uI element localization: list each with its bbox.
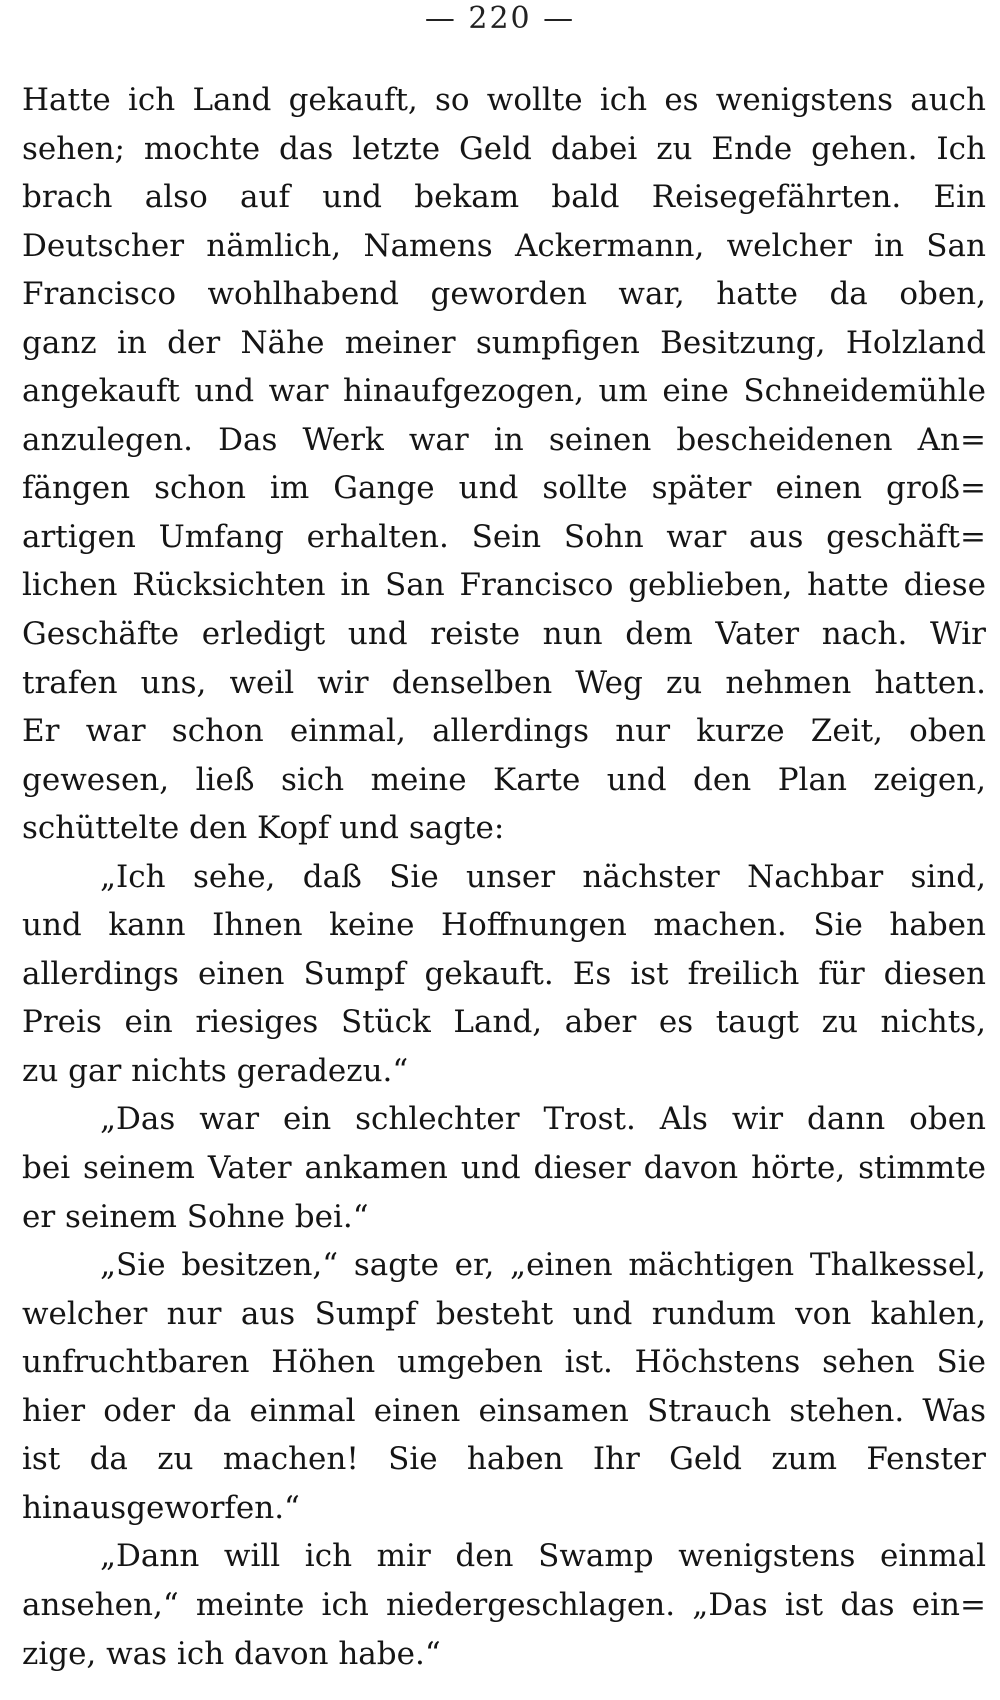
text-line: hier oder da einmal einen einsamen Strauch stehen. Was <box>22 1392 986 1429</box>
text-line: Deutscher nämlich, Namens Ackermann, welcher in San <box>22 227 986 264</box>
text-line: ist da zu machen! Sie haben Ihr Geld zum Fenster <box>22 1441 986 1478</box>
text-line: sehen; mochte das letzte Geld dabei zu Ende gehen. Ich <box>22 130 986 167</box>
text-line: welcher nur aus Sumpf besteht und rundum von kahlen, <box>22 1295 986 1332</box>
text-line: anzulegen. Das Werk war in seinen bescheidenen An= <box>22 421 986 458</box>
text-line: hinausgeworfen.“ <box>22 1489 300 1526</box>
text-line: „Dann will ich mir den Swamp wenigstens einmal <box>100 1538 986 1575</box>
text-line: „Sie besitzen,“ sagte er, „einen mächtigen Thalkessel, <box>100 1247 986 1284</box>
text-line: zu gar nichts geradezu.“ <box>22 1052 409 1089</box>
text-line: Preis ein riesiges Stück Land, aber es taugt zu nichts, <box>22 1004 986 1041</box>
text-line: Francisco wohlhabend geworden war, hatte da oben, <box>22 276 986 313</box>
page-number: — 220 — <box>424 1 576 36</box>
text-line: artigen Umfang erhalten. Sein Sohn war aus geschäft= <box>22 518 986 555</box>
text-line: Geschäfte erledigt und reiste nun dem Vater nach. Wir <box>22 616 986 653</box>
text-line: ganz in der Nähe meiner sumpfigen Besitzung, Holzland <box>22 324 986 361</box>
text-line: allerdings einen Sumpf gekauft. Es ist freilich für diesen <box>22 955 986 992</box>
text-line: bei seinem Vater ankamen und dieser davon hörte, stimmte <box>22 1150 986 1187</box>
text-line: fängen schon im Gange und sollte später einen groß= <box>22 470 986 507</box>
text-line: gewesen, ließ sich meine Karte und den Plan zeigen, <box>22 761 986 798</box>
text-line: trafen uns, weil wir denselben Weg zu nehmen hatten. <box>22 664 986 701</box>
text-line: Hatte ich Land gekauft, so wollte ich es wenigstens auch <box>22 82 986 118</box>
text-line: unfruchtbaren Höhen umgeben ist. Höchstens sehen Sie <box>22 1344 986 1381</box>
text-line: Er war schon einmal, allerdings nur kurze Zeit, oben <box>22 713 986 750</box>
text-line: schüttelte den Kopf und sagte: <box>22 810 505 847</box>
body-text <box>22 76 986 1678</box>
text-line: er seinem Sohne bei.“ <box>22 1198 369 1235</box>
text-line: „Ich sehe, daß Sie unser nächster Nachbar sind, <box>100 858 986 895</box>
text-line: und kann Ihnen keine Hoffnungen machen. Sie haben <box>22 907 986 944</box>
text-line: „Das war ein schlechter Trost. Als wir dann oben <box>100 1101 986 1138</box>
text-line: zige, was ich davon habe.“ <box>22 1635 441 1672</box>
text-line: lichen Rücksichten in San Francisco geblieben, hatte diese <box>22 567 986 604</box>
text-line: angekauft und war hinaufgezogen, um eine Schneidemühle <box>22 373 986 410</box>
text-line: ansehen,“ meinte ich niedergeschlagen. „Das ist das ein= <box>22 1586 986 1623</box>
text-line: brach also auf und bekam bald Reisegefährten. Ein <box>22 179 986 216</box>
